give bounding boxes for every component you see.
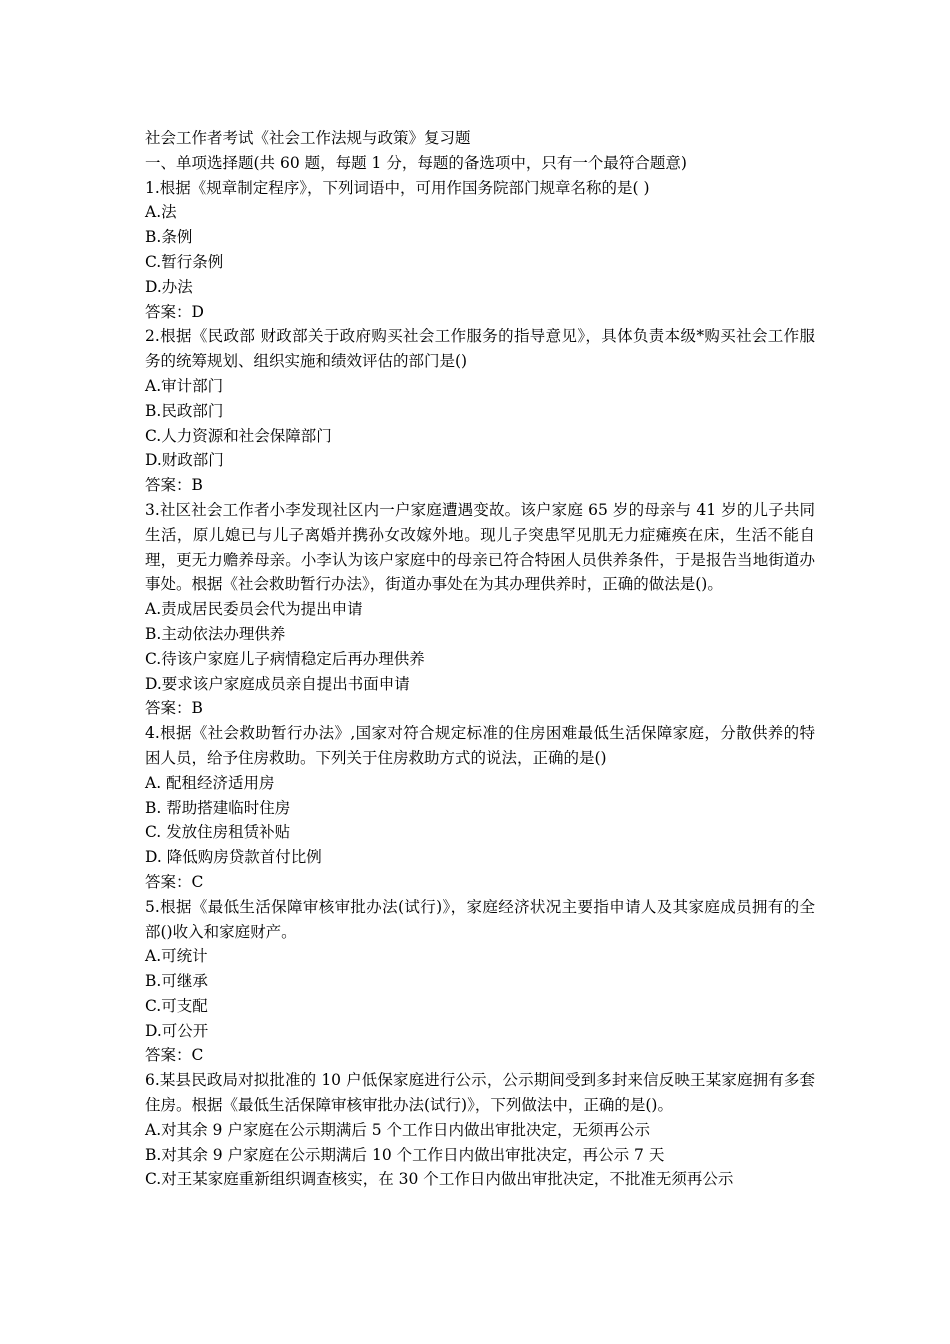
answer: 答案：B — [145, 699, 203, 718]
option-a: A.可统计 — [145, 947, 208, 966]
option-b: B. 帮助搭建临时住房 — [145, 798, 291, 817]
option-b: B.主动依法办理供养 — [145, 624, 286, 643]
document-title: 社会工作者考试《社会工作法规与政策》复习题 — [145, 129, 471, 147]
option-d: D.可公开 — [145, 1021, 209, 1040]
option-b: B.可继承 — [145, 972, 208, 991]
option-c: C.暂行条例 — [145, 252, 224, 271]
question-stem: 4.根据《社会救助暂行办法》,国家对符合规定标准的住房困难最低生活保障家庭，分散供养的特困人员，给予住房救助。下列关于住房救助方式的说法，正确的是() — [145, 724, 815, 767]
option-a: A. 配租经济适用房 — [145, 773, 275, 792]
answer: 答案：D — [145, 302, 204, 321]
option-d: D. 降低购房贷款首付比例 — [145, 848, 322, 867]
question-stem: 1.根据《规章制定程序》，下列词语中，可用作国务院部门规章名称的是( ) — [145, 178, 650, 197]
question-stem: 2.根据《民政部 财政部关于政府购买社会工作服务的指导意见》，具体负责本级*购买社会工作服务的统筹规划、组织实施和绩效评估的部门是() — [145, 327, 815, 371]
option-a: A.审计部门 — [145, 376, 224, 395]
answer: 答案：C — [145, 1046, 204, 1065]
option-a: A.法 — [145, 203, 177, 222]
question-stem: 5.根据《最低生活保障审核审批办法(试行)》，家庭经济状况主要指申请人及其家庭成员拥有的全部()收入和家庭财产。 — [145, 897, 815, 941]
option-c: C.待该户家庭儿子病情稳定后再办理供养 — [145, 649, 425, 668]
section-heading: 一、单项选择题(共 60 题，每题 1 分，每题的备选项中，只有一个最符合题意) — [145, 153, 687, 172]
option-b: B.对其余 9 户家庭在公示期满后 10 个工作日内做出审批决定，再公示 7 天 — [145, 1145, 665, 1164]
option-c: C.对王某家庭重新组织调查核实，在 30 个工作日内做出审批决定，不批准无须再公示 — [145, 1170, 734, 1189]
question-stem: 6.某县民政局对拟批准的 10 户低保家庭进行公示，公示期间受到多封来信反映王某家庭拥有多套住房。根据《最低生活保障审核审批办法(试行)》，下列做法中，正确的是()。 — [145, 1071, 815, 1115]
option-c: C. 发放住房租赁补贴 — [145, 823, 291, 842]
option-a: A.责成居民委员会代为提出申请 — [145, 600, 363, 619]
option-d: D.财政部门 — [145, 451, 224, 470]
question-stem: 3.社区社会工作者小李发现社区内一户家庭遭遇变故。该户家庭 65 岁的母亲与 41 岁的儿子共同生活，原儿媳已与儿子离婚并携孙女改嫁外地。现儿子突患罕见肌无力症瘫痪在床，生活不能自理，更无力赡养母亲。小李认为该户家庭中的母亲已符合特困人员供养条件，于是报告当地街道办事处。根据《社会救助暂行办法》，街道办事处在为其办理供养时，正确的做法是()。 — [145, 500, 815, 594]
option-a: A.对其余 9 户家庭在公示期满后 5 个工作日内做出审批决定，无须再公示 — [145, 1120, 651, 1139]
option-d: D.办法 — [145, 277, 193, 296]
option-b: B.条例 — [145, 228, 193, 247]
option-d: D.要求该户家庭成员亲自提出书面申请 — [145, 674, 410, 693]
answer: 答案：B — [145, 476, 203, 495]
document-page — [145, 126, 815, 1192]
option-b: B.民政部门 — [145, 401, 224, 420]
option-c: C.可支配 — [145, 996, 208, 1015]
option-c: C.人力资源和社会保障部门 — [145, 426, 332, 445]
answer: 答案：C — [145, 872, 204, 891]
